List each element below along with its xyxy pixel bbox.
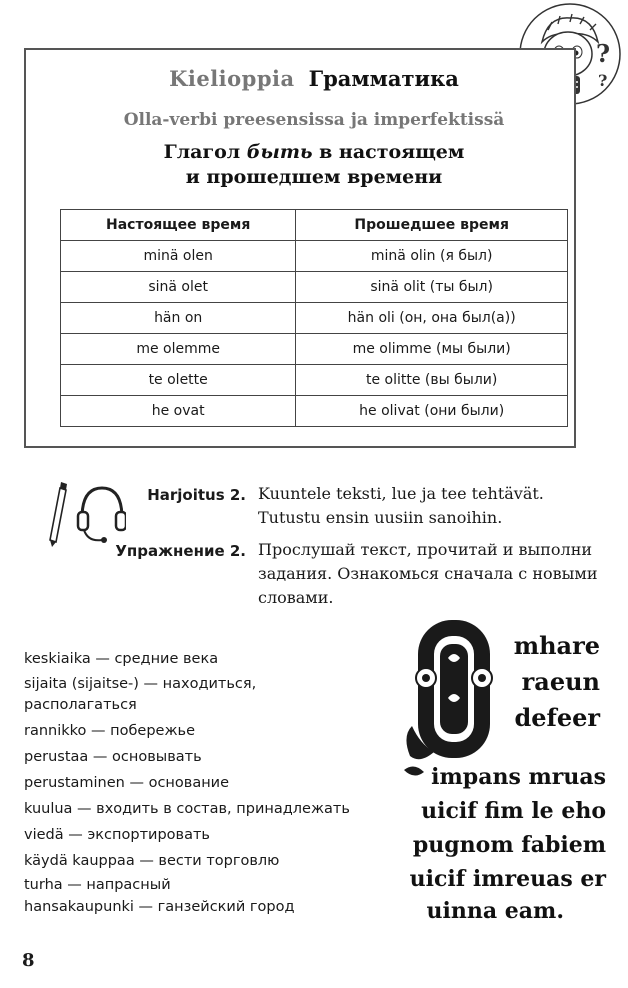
present-cell: te olette xyxy=(61,365,296,396)
medieval-manuscript-image xyxy=(400,606,614,926)
list-item: käydä kauppaa — вести торговлю xyxy=(24,853,280,869)
svg-text:?: ? xyxy=(596,39,611,68)
list-item: perustaminen — основание xyxy=(24,775,230,791)
list-item: sijaita (sijaitse-) — находиться, располагаться xyxy=(24,676,257,713)
header-present: Настоящее время xyxy=(61,210,296,241)
past-cell: sinä olit (ты был) xyxy=(296,272,568,303)
blackletter-line: impans mruas xyxy=(431,764,606,790)
list-item: perustaa — основывать xyxy=(24,749,202,765)
grammar-subtitle-fi: Olla-verbi preesensissa ja imperfektissä xyxy=(123,110,505,130)
present-cell: hän on xyxy=(61,303,296,334)
list-item: rannikko — побережье xyxy=(24,723,195,739)
table-row xyxy=(61,241,568,272)
grammar-heading xyxy=(0,66,628,91)
grammar-title-ru: Грамматика xyxy=(308,66,459,91)
list-item: kuulua — входить в состав, принадлежать xyxy=(24,801,350,817)
table-row xyxy=(61,334,568,365)
exercise-text-fi: Kuuntele teksti, lue ja tee tehtävät. Tutustu ensin uusiin sanoihin. xyxy=(258,484,544,527)
exercise-text-ru: Прослушай текст, прочитай и выполни задания. Ознакомься сначала с новыми словами. xyxy=(258,540,598,607)
present-cell: minä olen xyxy=(61,241,296,272)
subtitle-ru-post: в настоящем xyxy=(312,141,465,163)
subtitle-ru-emphasis: быть xyxy=(246,141,313,163)
vocabulary-list xyxy=(24,646,404,918)
blackletter-line: raeun xyxy=(521,667,600,696)
blackletter-line: uicif imreuas er xyxy=(409,866,606,892)
present-cell: sinä olet xyxy=(61,272,296,303)
list-item: keskiaika — средние века xyxy=(24,651,219,667)
past-cell: he olivat (они были) xyxy=(296,396,568,427)
past-cell: me olimme (мы были) xyxy=(296,334,568,365)
grammar-title-fi: Kielioppia xyxy=(169,66,295,91)
svg-text:?: ? xyxy=(598,71,608,90)
blackletter-line: defeer xyxy=(514,703,600,732)
table-header-row xyxy=(61,210,568,241)
list-item: viedä — экспортировать xyxy=(24,827,210,843)
subtitle-ru-line2: и прошедшем времени xyxy=(185,166,443,188)
past-cell: hän oli (он, она был(а)) xyxy=(296,303,568,334)
table-row xyxy=(61,303,568,334)
page-number: 8 xyxy=(22,950,35,971)
past-cell: minä olin (я был) xyxy=(296,241,568,272)
blackletter-line: mhare xyxy=(513,631,600,660)
table-row xyxy=(61,396,568,427)
grammar-subtitle-ru xyxy=(0,140,628,190)
conjugation-table xyxy=(60,209,568,427)
table-row xyxy=(61,272,568,303)
exercise-label-fi: Harjoitus 2. xyxy=(147,486,246,504)
list-item: hansakaupunki — ганзейский город xyxy=(24,899,295,915)
blackletter-line: uinna eam. xyxy=(426,898,564,924)
blackletter-line: pugnom fabiem xyxy=(412,832,606,858)
header-past: Прошедшее время xyxy=(296,210,568,241)
list-item: turha — напрасный xyxy=(24,877,171,893)
present-cell: he ovat xyxy=(61,396,296,427)
table-row xyxy=(61,365,568,396)
illuminated-initial-icon xyxy=(404,620,492,776)
present-cell: me olemme xyxy=(61,334,296,365)
exercise-label-ru: Упражнение 2. xyxy=(115,542,246,560)
subtitle-ru-pre: Глагол xyxy=(163,141,247,163)
blackletter-line: uicif fim le eho xyxy=(421,798,606,824)
past-cell: te olitte (вы были) xyxy=(296,365,568,396)
